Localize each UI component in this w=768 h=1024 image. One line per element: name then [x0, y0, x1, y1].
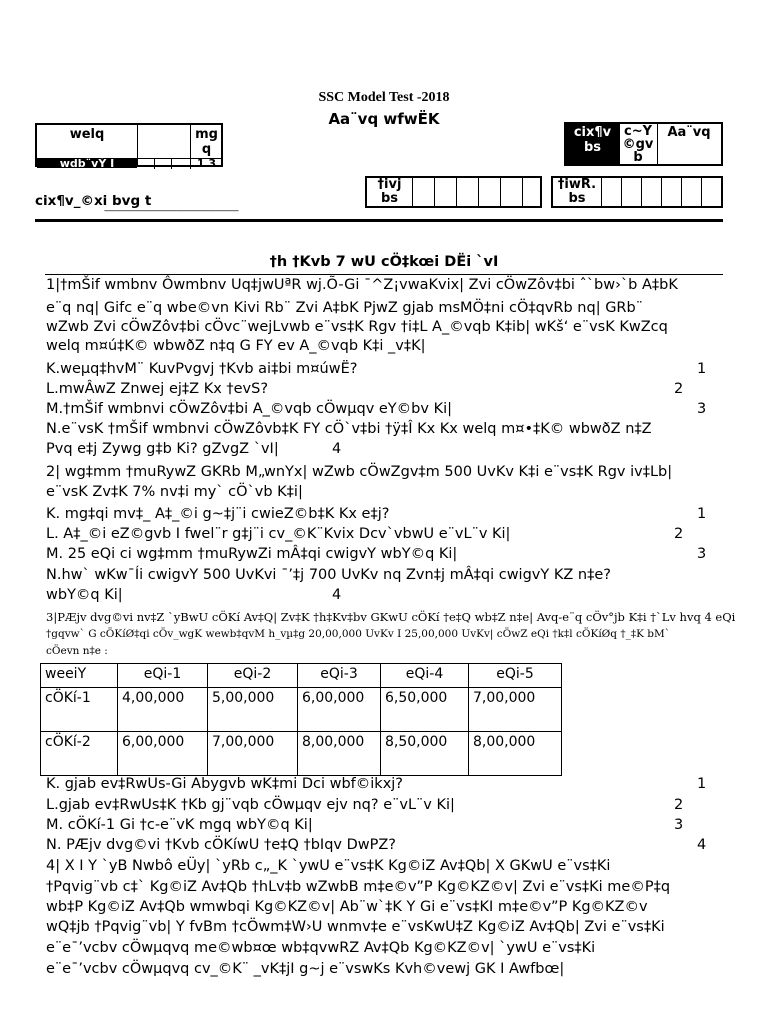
q3-stem-line: cÖevn n‡e : — [46, 645, 108, 657]
q2-sub-question: L. A‡_©i eZ©gvb I fwel¨r g‡j¨i cv_©K¨Kvix Dcv`vbwU e¨vL¨v Ki| — [46, 526, 511, 542]
q4-stem-line: e¨e¯’vcbv cÖwµqvq cv_©K¨ _vK‡jI g~j e¨vswKs Kvh©vewj GK I Awfbœ| — [46, 961, 565, 977]
q3-stem-line: 3|PÆjv dvg©vi nv‡Z `yBwU cÖKí Av‡Q| Zv‡K †h‡Kv‡bv GKwU cÖKí †e‡Q wb‡Z n‡e| Avq-e¨q cÖv°jb K‡i †`Lv hvq 4 eQi — [46, 610, 736, 624]
q1-sub-question: M.†mŠif wmbnvi cÖwZôv‡bi A_©vqb cÖwµqv eY©bv Ki| — [46, 401, 452, 417]
q1-sub-question: Pvq e‡j Zywg g‡b Ki? gZvgZ `vI| — [46, 441, 279, 457]
table-cell: 8,00,000 — [298, 732, 381, 776]
table-cell: 8,00,000 — [469, 732, 562, 776]
q2-sub-question: M. 25 eQi ci wg‡mm †muRywZi mÂ‡qi cwigvY wbY©q Ki| — [46, 546, 458, 562]
table-cell: 6,00,000 — [118, 732, 208, 776]
table-cell: 4,00,000 — [118, 688, 208, 732]
group-label: wdb¨vÝ I — [59, 158, 115, 168]
q3-sub-mark: 3 — [674, 817, 684, 833]
section-divider — [45, 274, 723, 275]
subject-title: Aa¨vq wfwËK — [328, 110, 440, 128]
table-row — [41, 688, 562, 732]
full-marks-label: c~Y ©gv b — [622, 125, 654, 165]
q1-sub-mark: 2 — [674, 381, 684, 397]
q3-sub-mark: 2 — [674, 797, 684, 813]
q1-sub-mark: 4 — [332, 441, 342, 457]
q2-sub-mark: 3 — [697, 546, 707, 562]
table-header-cell: eQi-1 — [118, 664, 208, 688]
q1-stem-line: wZwb Zvi cÖwZôv‡bi cÖvc¨wejLvwb e¨vs‡K Rgv †i‡L A_©vqb K‡ib| wKš‘ e¨vsK KwZcq — [46, 319, 668, 335]
name-dotted-line: ----------------------------------------------------------------------- — [104, 206, 238, 215]
q2-sub-question: wbY©q Ki| — [46, 587, 123, 603]
q4-stem-line: wQ‡jb †Pqvig¨vb| Y fvBm †cÖwm‡W›U wnmv‡e e¨vsKwU‡Z Kg©iZ Av‡Qb| Zvi e¨vs‡Ki — [46, 919, 665, 935]
table-header-cell: eQi-5 — [469, 664, 562, 688]
exam-title: SSC Model Test -2018 — [318, 90, 450, 105]
group-number: 1 3 — [196, 158, 217, 168]
q1-stem-line: welq m¤ú‡K© wbwðZ n‡q G FY ev A_©vqb K‡i _v‡K| — [46, 338, 426, 354]
q3-sub-question: M. cÖKí-1 Gi †c-e¨vK mgq wbY©q Ki| — [46, 817, 313, 833]
table-cell: 7,00,000 — [208, 732, 298, 776]
class-label: welq — [69, 127, 105, 142]
q1-sub-question: K.weµq‡hvM¨ KuvPvgvj †Kvb ai‡bi m¤úwË? — [46, 361, 358, 377]
header-divider — [35, 219, 723, 222]
section-title: †h †Kvb 7 wU cÖ‡kœi DËi `vI — [269, 254, 499, 270]
q2-stem-line: e¨vsK Zv‡K 7% nv‡i my` cÖ`vb K‡i| — [46, 484, 303, 500]
q1-sub-mark: 3 — [697, 401, 707, 417]
q3-sub-question: K. gjab ev‡RwUs-Gi Abygvb wK‡mi Dci wbf©ikxj? — [46, 776, 404, 792]
table-row — [41, 732, 562, 776]
examinee-name-label: cix¶v_©xi bvg t — [35, 193, 152, 209]
q4-stem-line: †Pqvig¨vb c‡` Kg©iZ Av‡Qb †hLv‡b wZwbB m‡e©v”P Kg©KZ©v| Zvi e¨vs‡Ki me©P‡q — [46, 879, 671, 895]
exam-number-label: cix¶v bs — [573, 125, 612, 155]
q1-sub-question: N.e¨vsK †mŠif wmbnvi cÖwZôvb‡K FY cÖ`v‡bi †ÿ‡Î Kx Kx welq m¤•‡K© wbwðZ n‡Z — [46, 421, 652, 437]
class-info-box — [35, 123, 223, 167]
q2-sub-mark: 2 — [674, 526, 684, 542]
q4-stem-line: e¨e¯’vcbv cÖwµqvq me©wb¤œ wb‡qvwRZ Av‡Qb Kg©KZ©v| `ywU e¨vs‡Ki — [46, 940, 596, 956]
q1-stem-line: 1|†mŠif wmbnv Ôwmbnv Uq‡jwUªR wj.Õ-Gi ¯^Z¡vwaKvix| Zvi cÖwZôv‡bi ˆ`bw›`b A‡bK — [46, 277, 678, 293]
q2-sub-mark: 1 — [697, 506, 707, 522]
table-header-row — [41, 664, 562, 688]
roll-label: †ivj bs — [377, 177, 402, 206]
table-header-cell: weeiY — [41, 664, 118, 688]
table-cell: cÖKí-2 — [41, 732, 118, 776]
table-header-cell: eQi-3 — [298, 664, 381, 688]
q1-sub-mark: 1 — [697, 361, 707, 377]
table-header-cell: eQi-4 — [381, 664, 469, 688]
table-cell: cÖKí-1 — [41, 688, 118, 732]
set-label: mg q — [195, 127, 218, 157]
q2-stem-line: 2| wg‡mm †muRywZ GKRb M„wnYx| wZwb cÖwZgv‡m 500 UvKv K‡i e¨vs‡K Rgv iv‡Lb| — [46, 464, 673, 480]
q1-stem-line: e¨q nq| Gifc e¨q wbe©vn Kivi Rb¨ Zvi A‡bK PjwZ gjab msMÖ‡ni cÖ‡qvRb nq| GRb¨ — [46, 300, 643, 316]
table-cell: 5,00,000 — [208, 688, 298, 732]
project-cashflow-table — [40, 663, 562, 776]
q1-sub-question: L.mwÂwZ Znwej ej‡Z Kx †evS? — [46, 381, 269, 397]
table-cell: 8,50,000 — [381, 732, 469, 776]
q3-sub-question: N. PÆjv dvg©vi †Kvb cÖKíwU †e‡Q †bIqv DwPZ? — [46, 837, 396, 853]
registration-label: †iwR. bs — [557, 177, 597, 206]
exam-number-box — [564, 122, 723, 166]
registration-number-box — [551, 176, 723, 208]
q2-sub-question: N.hw` wKw¯Íi cwigvY 500 UvKvi ¯’‡j 700 UvKv nq Zvn‡j mÂ‡qi cwigvY KZ n‡e? — [46, 567, 611, 583]
table-cell: 6,00,000 — [298, 688, 381, 732]
q3-sub-mark: 1 — [697, 776, 707, 792]
q2-sub-question: K. mg‡qi mv‡_ A‡_©i g~‡j¨i cwieZ©b‡K Kx e‡j? — [46, 506, 390, 522]
table-cell: 7,00,000 — [469, 688, 562, 732]
q3-stem-line: †gqvw` G cÖKíØ‡qi cÖv_wgK wewb‡qvM h_vµ‡g 20,00,000 UvKv I 25,00,000 UvKv| cÖwZ eQi †k‡l cÖKíØq †_‡K bM` — [46, 628, 670, 640]
roll-number-box — [365, 176, 542, 208]
q4-stem-line: 4| X I Y `yB Nwbô eÜy| `yRb c„_K `ywU e¨vs‡K Kg©iZ Av‡Qb| X GKwU e¨vs‡Ki — [46, 858, 611, 874]
q2-sub-mark: 4 — [332, 587, 342, 603]
q3-sub-mark: 4 — [697, 837, 707, 853]
q3-sub-question: L.gjab ev‡RwUs‡K †Kb gj¨vqb cÖwµqv ejv nq? e¨vL¨v Ki| — [46, 797, 455, 813]
q4-stem-line: wb‡P Kg©iZ Av‡Qb wmwbqi Kg©KZ©v| Ab¨w`‡K Y Gi e¨vs‡KI m‡e©v”P Kg©KZ©v — [46, 899, 648, 915]
chapter-label: Aa¨vq — [667, 125, 711, 140]
table-header-cell: eQi-2 — [208, 664, 298, 688]
table-cell: 6,50,000 — [381, 688, 469, 732]
